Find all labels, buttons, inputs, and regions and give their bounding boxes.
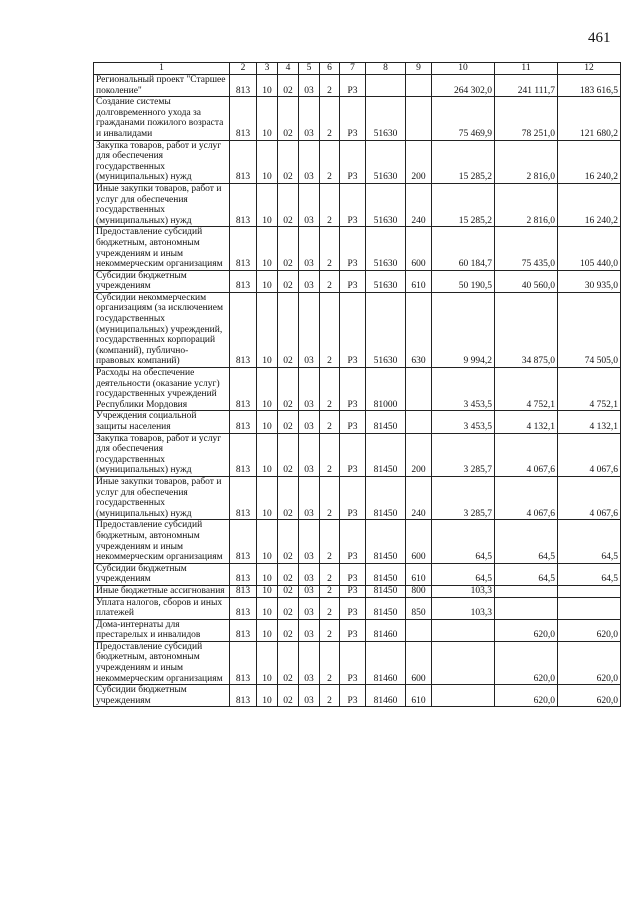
cell-project: Р3 [340, 520, 366, 563]
cell-expense-type: 600 [406, 227, 432, 270]
cell-amount-2: 4 067,6 [495, 476, 558, 519]
cell-project: Р3 [340, 75, 366, 97]
cell-section: 10 [257, 140, 278, 183]
cell-subsection: 02 [278, 597, 299, 619]
cell-expense-type: 600 [406, 520, 432, 563]
cell-direction: 81450 [366, 476, 406, 519]
cell-project: Р3 [340, 368, 366, 411]
cell-amount-3: 74 505,0 [558, 292, 621, 367]
cell-section: 10 [257, 641, 278, 684]
cell-project: Р3 [340, 227, 366, 270]
cell-amount-3: 30 935,0 [558, 270, 621, 292]
cell-admin: 813 [230, 292, 257, 367]
cell-section: 10 [257, 183, 278, 226]
cell-project: Р3 [340, 685, 366, 707]
cell-program: 03 [299, 368, 320, 411]
column-header: 4 [278, 63, 299, 75]
cell-section: 10 [257, 433, 278, 476]
row-name: Дома-интернаты для престарелых и инвалидов [94, 619, 230, 641]
table-row [94, 476, 621, 519]
cell-admin: 813 [230, 476, 257, 519]
cell-direction: 51630 [366, 227, 406, 270]
cell-amount-2: 4 752,1 [495, 368, 558, 411]
cell-program: 03 [299, 411, 320, 433]
cell-amount-2: 241 111,7 [495, 75, 558, 97]
cell-expense-type: 610 [406, 270, 432, 292]
row-name: Субсидии бюджетным учреждениям [94, 563, 230, 585]
cell-amount-3: 16 240,2 [558, 183, 621, 226]
header-row [94, 63, 621, 75]
cell-amount-3: 64,5 [558, 563, 621, 585]
row-name: Учреждения социальной защиты населения [94, 411, 230, 433]
cell-section: 10 [257, 597, 278, 619]
cell-amount-1: 264 302,0 [432, 75, 495, 97]
cell-amount-3: 4 067,6 [558, 476, 621, 519]
cell-subprogram: 2 [320, 227, 340, 270]
cell-project: Р3 [340, 183, 366, 226]
cell-program: 03 [299, 476, 320, 519]
cell-subsection: 02 [278, 411, 299, 433]
row-name: Закупка товаров, работ и услуг для обеспечения государственных (муниципальных) нужд [94, 433, 230, 476]
cell-subprogram: 2 [320, 585, 340, 597]
cell-amount-2 [495, 585, 558, 597]
cell-expense-type: 240 [406, 476, 432, 519]
cell-program: 03 [299, 619, 320, 641]
cell-expense-type: 610 [406, 563, 432, 585]
cell-expense-type: 850 [406, 597, 432, 619]
cell-admin: 813 [230, 520, 257, 563]
table-row [94, 563, 621, 585]
cell-subsection: 02 [278, 75, 299, 97]
cell-project: Р3 [340, 140, 366, 183]
cell-admin: 813 [230, 411, 257, 433]
row-name: Предоставление субсидий бюджетным, автономным учреждениям и иным некоммерческим организациям [94, 520, 230, 563]
cell-program: 03 [299, 227, 320, 270]
cell-amount-1: 60 184,7 [432, 227, 495, 270]
column-header: 8 [366, 63, 406, 75]
cell-section: 10 [257, 368, 278, 411]
row-name: Иные бюджетные ассигнования [94, 585, 230, 597]
cell-direction: 51630 [366, 183, 406, 226]
cell-expense-type: 600 [406, 641, 432, 684]
cell-amount-1: 3 285,7 [432, 476, 495, 519]
cell-program: 03 [299, 97, 320, 140]
column-header: 3 [257, 63, 278, 75]
cell-program: 03 [299, 597, 320, 619]
row-name: Создание системы долговременного ухода за гражданами пожилого возраста и инвалидами [94, 97, 230, 140]
cell-subprogram: 2 [320, 292, 340, 367]
cell-subsection: 02 [278, 292, 299, 367]
cell-amount-1 [432, 619, 495, 641]
cell-project: Р3 [340, 619, 366, 641]
cell-amount-1: 15 285,2 [432, 183, 495, 226]
cell-expense-type [406, 368, 432, 411]
cell-direction: 81000 [366, 368, 406, 411]
cell-amount-1: 64,5 [432, 520, 495, 563]
cell-admin: 813 [230, 641, 257, 684]
cell-amount-2: 620,0 [495, 685, 558, 707]
cell-direction: 51630 [366, 292, 406, 367]
cell-subsection: 02 [278, 433, 299, 476]
cell-project: Р3 [340, 97, 366, 140]
cell-amount-1 [432, 641, 495, 684]
cell-subsection: 02 [278, 97, 299, 140]
column-header: 9 [406, 63, 432, 75]
cell-expense-type: 200 [406, 140, 432, 183]
cell-project: Р3 [340, 597, 366, 619]
cell-amount-2: 64,5 [495, 563, 558, 585]
table-row [94, 520, 621, 563]
cell-direction: 81450 [366, 411, 406, 433]
column-header: 12 [558, 63, 621, 75]
table-row [94, 597, 621, 619]
table-row [94, 585, 621, 597]
cell-admin: 813 [230, 597, 257, 619]
cell-amount-3: 620,0 [558, 685, 621, 707]
cell-program: 03 [299, 641, 320, 684]
cell-subprogram: 2 [320, 597, 340, 619]
column-header: 5 [299, 63, 320, 75]
cell-subsection: 02 [278, 270, 299, 292]
cell-program: 03 [299, 270, 320, 292]
table-row [94, 411, 621, 433]
table-row [94, 685, 621, 707]
cell-direction: 81450 [366, 520, 406, 563]
cell-subprogram: 2 [320, 411, 340, 433]
cell-subprogram: 2 [320, 75, 340, 97]
cell-subprogram: 2 [320, 183, 340, 226]
cell-subprogram: 2 [320, 368, 340, 411]
cell-amount-1: 15 285,2 [432, 140, 495, 183]
cell-amount-1 [432, 685, 495, 707]
table-row [94, 75, 621, 97]
row-name: Предоставление субсидий бюджетным, автономным учреждениям и иным некоммерческим организациям [94, 227, 230, 270]
cell-amount-2: 2 816,0 [495, 140, 558, 183]
cell-project: Р3 [340, 433, 366, 476]
cell-subprogram: 2 [320, 140, 340, 183]
cell-expense-type: 200 [406, 433, 432, 476]
cell-subsection: 02 [278, 641, 299, 684]
cell-subsection: 02 [278, 619, 299, 641]
row-name: Уплата налогов, сборов и иных платежей [94, 597, 230, 619]
column-header: 6 [320, 63, 340, 75]
cell-section: 10 [257, 292, 278, 367]
cell-subprogram: 2 [320, 476, 340, 519]
row-name: Региональный проект "Старшее поколение" [94, 75, 230, 97]
cell-admin: 813 [230, 563, 257, 585]
cell-amount-1: 3 285,7 [432, 433, 495, 476]
cell-subprogram: 2 [320, 520, 340, 563]
cell-subsection: 02 [278, 183, 299, 226]
cell-project: Р3 [340, 270, 366, 292]
table-row [94, 641, 621, 684]
cell-admin: 813 [230, 270, 257, 292]
table-row [94, 292, 621, 367]
cell-section: 10 [257, 270, 278, 292]
cell-expense-type: 240 [406, 183, 432, 226]
cell-admin: 813 [230, 227, 257, 270]
cell-direction: 81450 [366, 563, 406, 585]
cell-amount-3: 121 680,2 [558, 97, 621, 140]
cell-expense-type [406, 97, 432, 140]
cell-subsection: 02 [278, 140, 299, 183]
cell-amount-3 [558, 585, 621, 597]
cell-subsection: 02 [278, 563, 299, 585]
cell-amount-2: 4 067,6 [495, 433, 558, 476]
table-row [94, 270, 621, 292]
table-row [94, 227, 621, 270]
cell-amount-2: 75 435,0 [495, 227, 558, 270]
cell-section: 10 [257, 685, 278, 707]
cell-admin: 813 [230, 183, 257, 226]
cell-amount-1: 64,5 [432, 563, 495, 585]
cell-section: 10 [257, 227, 278, 270]
cell-admin: 813 [230, 619, 257, 641]
cell-amount-2: 620,0 [495, 619, 558, 641]
cell-amount-3 [558, 597, 621, 619]
cell-subsection: 02 [278, 368, 299, 411]
cell-amount-2 [495, 597, 558, 619]
cell-project: Р3 [340, 563, 366, 585]
row-name: Субсидии бюджетным учреждениям [94, 685, 230, 707]
cell-admin: 813 [230, 368, 257, 411]
cell-admin: 813 [230, 585, 257, 597]
cell-amount-2: 64,5 [495, 520, 558, 563]
cell-amount-1: 9 994,2 [432, 292, 495, 367]
table-row [94, 97, 621, 140]
cell-section: 10 [257, 563, 278, 585]
cell-expense-type: 800 [406, 585, 432, 597]
cell-amount-2: 620,0 [495, 641, 558, 684]
cell-section: 10 [257, 476, 278, 519]
row-name: Иные закупки товаров, работ и услуг для обеспечения государственных (муниципальных) нужд [94, 183, 230, 226]
cell-program: 03 [299, 292, 320, 367]
cell-amount-3: 620,0 [558, 619, 621, 641]
cell-admin: 813 [230, 685, 257, 707]
cell-program: 03 [299, 140, 320, 183]
cell-program: 03 [299, 685, 320, 707]
cell-program: 03 [299, 433, 320, 476]
cell-direction: 51630 [366, 140, 406, 183]
cell-amount-3: 16 240,2 [558, 140, 621, 183]
cell-amount-2: 40 560,0 [495, 270, 558, 292]
cell-direction: 81460 [366, 641, 406, 684]
cell-subprogram: 2 [320, 685, 340, 707]
cell-expense-type: 610 [406, 685, 432, 707]
cell-section: 10 [257, 411, 278, 433]
table-row [94, 140, 621, 183]
budget-table [93, 62, 621, 707]
cell-amount-1: 3 453,5 [432, 368, 495, 411]
cell-program: 03 [299, 75, 320, 97]
cell-subsection: 02 [278, 520, 299, 563]
cell-amount-3: 105 440,0 [558, 227, 621, 270]
row-name: Субсидии некоммерческим организациям (за исключением государственных (муниципальных) учреждений, государственных корпораций (компаний), публично-правовых компаний) [94, 292, 230, 367]
cell-subprogram: 2 [320, 270, 340, 292]
cell-direction [366, 75, 406, 97]
cell-direction: 81460 [366, 685, 406, 707]
cell-amount-3: 4 067,6 [558, 433, 621, 476]
cell-direction: 51630 [366, 270, 406, 292]
cell-program: 03 [299, 585, 320, 597]
column-header: 11 [495, 63, 558, 75]
cell-section: 10 [257, 520, 278, 563]
cell-direction: 81460 [366, 619, 406, 641]
cell-subsection: 02 [278, 227, 299, 270]
cell-amount-2: 78 251,0 [495, 97, 558, 140]
cell-project: Р3 [340, 476, 366, 519]
table-row [94, 183, 621, 226]
row-name: Закупка товаров, работ и услуг для обеспечения государственных (муниципальных) нужд [94, 140, 230, 183]
cell-subsection: 02 [278, 685, 299, 707]
cell-project: Р3 [340, 292, 366, 367]
column-header: 10 [432, 63, 495, 75]
cell-section: 10 [257, 619, 278, 641]
table-row [94, 368, 621, 411]
cell-amount-1: 103,3 [432, 585, 495, 597]
cell-admin: 813 [230, 140, 257, 183]
cell-amount-3: 620,0 [558, 641, 621, 684]
cell-subprogram: 2 [320, 97, 340, 140]
cell-amount-3: 4 752,1 [558, 368, 621, 411]
cell-amount-2: 2 816,0 [495, 183, 558, 226]
cell-section: 10 [257, 97, 278, 140]
cell-direction: 81450 [366, 597, 406, 619]
cell-direction: 51630 [366, 97, 406, 140]
cell-subprogram: 2 [320, 433, 340, 476]
cell-program: 03 [299, 520, 320, 563]
cell-amount-1: 50 190,5 [432, 270, 495, 292]
cell-amount-2: 34 875,0 [495, 292, 558, 367]
cell-amount-1: 3 453,5 [432, 411, 495, 433]
cell-section: 10 [257, 75, 278, 97]
row-name: Субсидии бюджетным учреждениям [94, 270, 230, 292]
table-row [94, 433, 621, 476]
column-header: 2 [230, 63, 257, 75]
cell-subprogram: 2 [320, 563, 340, 585]
table-row [94, 619, 621, 641]
cell-amount-1: 75 469,9 [432, 97, 495, 140]
row-name: Расходы на обеспечение деятельности (оказание услуг) государственных учреждений Республики Мордовия [94, 368, 230, 411]
cell-expense-type [406, 75, 432, 97]
cell-admin: 813 [230, 433, 257, 476]
row-name: Предоставление субсидий бюджетным, автономным учреждениям и иным некоммерческим организациям [94, 641, 230, 684]
cell-subprogram: 2 [320, 641, 340, 684]
cell-program: 03 [299, 563, 320, 585]
column-header: 7 [340, 63, 366, 75]
cell-amount-1: 103,3 [432, 597, 495, 619]
cell-expense-type [406, 619, 432, 641]
cell-amount-3: 4 132,1 [558, 411, 621, 433]
cell-project: Р3 [340, 411, 366, 433]
cell-subsection: 02 [278, 585, 299, 597]
row-name: Иные закупки товаров, работ и услуг для обеспечения государственных (муниципальных) нужд [94, 476, 230, 519]
cell-project: Р3 [340, 585, 366, 597]
cell-amount-3: 64,5 [558, 520, 621, 563]
column-header: 1 [94, 63, 230, 75]
cell-amount-3: 183 616,5 [558, 75, 621, 97]
cell-project: Р3 [340, 641, 366, 684]
cell-expense-type: 630 [406, 292, 432, 367]
cell-program: 03 [299, 183, 320, 226]
page-number: 461 [588, 30, 611, 46]
cell-direction: 81450 [366, 585, 406, 597]
cell-subsection: 02 [278, 476, 299, 519]
cell-section: 10 [257, 585, 278, 597]
cell-subprogram: 2 [320, 619, 340, 641]
cell-direction: 81450 [366, 433, 406, 476]
cell-admin: 813 [230, 75, 257, 97]
cell-amount-2: 4 132,1 [495, 411, 558, 433]
cell-expense-type [406, 411, 432, 433]
cell-admin: 813 [230, 97, 257, 140]
